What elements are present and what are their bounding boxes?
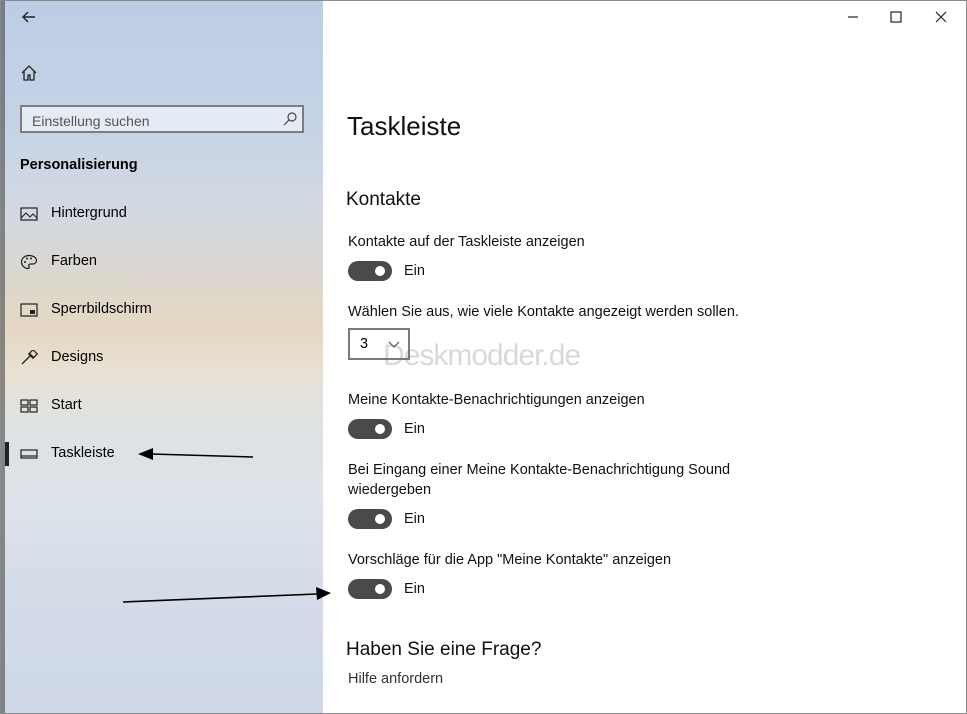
annotation-arrow-taskleiste	[138, 448, 253, 460]
sidebar-item-label: Taskleiste	[51, 445, 115, 461]
sound-label-line2: wiedergeben	[348, 482, 432, 498]
sound-label-line1: Bei Eingang einer Meine Kontakte-Benachrichtigung Sound	[348, 462, 731, 478]
section-heading-contacts: Kontakte	[346, 189, 421, 210]
notifications-label: Meine Kontakte-Benachrichtigungen anzeigen	[348, 392, 645, 408]
toggle-state-text: Ein	[404, 421, 425, 437]
sidebar-item-label: Start	[51, 397, 82, 413]
dropdown-value: 3	[360, 336, 369, 352]
toggle-state-text: Ein	[404, 581, 425, 597]
show-contacts-label: Kontakte auf der Taskleiste anzeigen	[348, 234, 585, 250]
toggle-state-text: Ein	[404, 511, 425, 527]
sidebar-item-label: Sperrbildschirm	[51, 301, 152, 317]
choose-count-label: Wählen Sie aus, wie viele Kontakte angezeigt werden sollen.	[348, 304, 739, 320]
annotation-arrow-suggestions	[123, 587, 331, 602]
sidebar-item-label: Hintergrund	[51, 205, 127, 221]
section-title: Personalisierung	[20, 157, 138, 173]
annotation-arrows	[1, 1, 967, 714]
section-heading-question: Haben Sie eine Frage?	[346, 639, 542, 660]
sidebar-item-label: Designs	[51, 349, 104, 365]
page-title: Taskleiste	[347, 111, 462, 141]
sidebar-item-label: Farben	[51, 253, 97, 269]
help-link[interactable]: Hilfe anfordern	[348, 671, 444, 687]
watermark: Deskmodder.de	[383, 339, 581, 372]
toggle-state-text: Ein	[404, 263, 425, 279]
suggestions-label: Vorschläge für die App "Meine Kontakte" anzeigen	[348, 552, 672, 568]
